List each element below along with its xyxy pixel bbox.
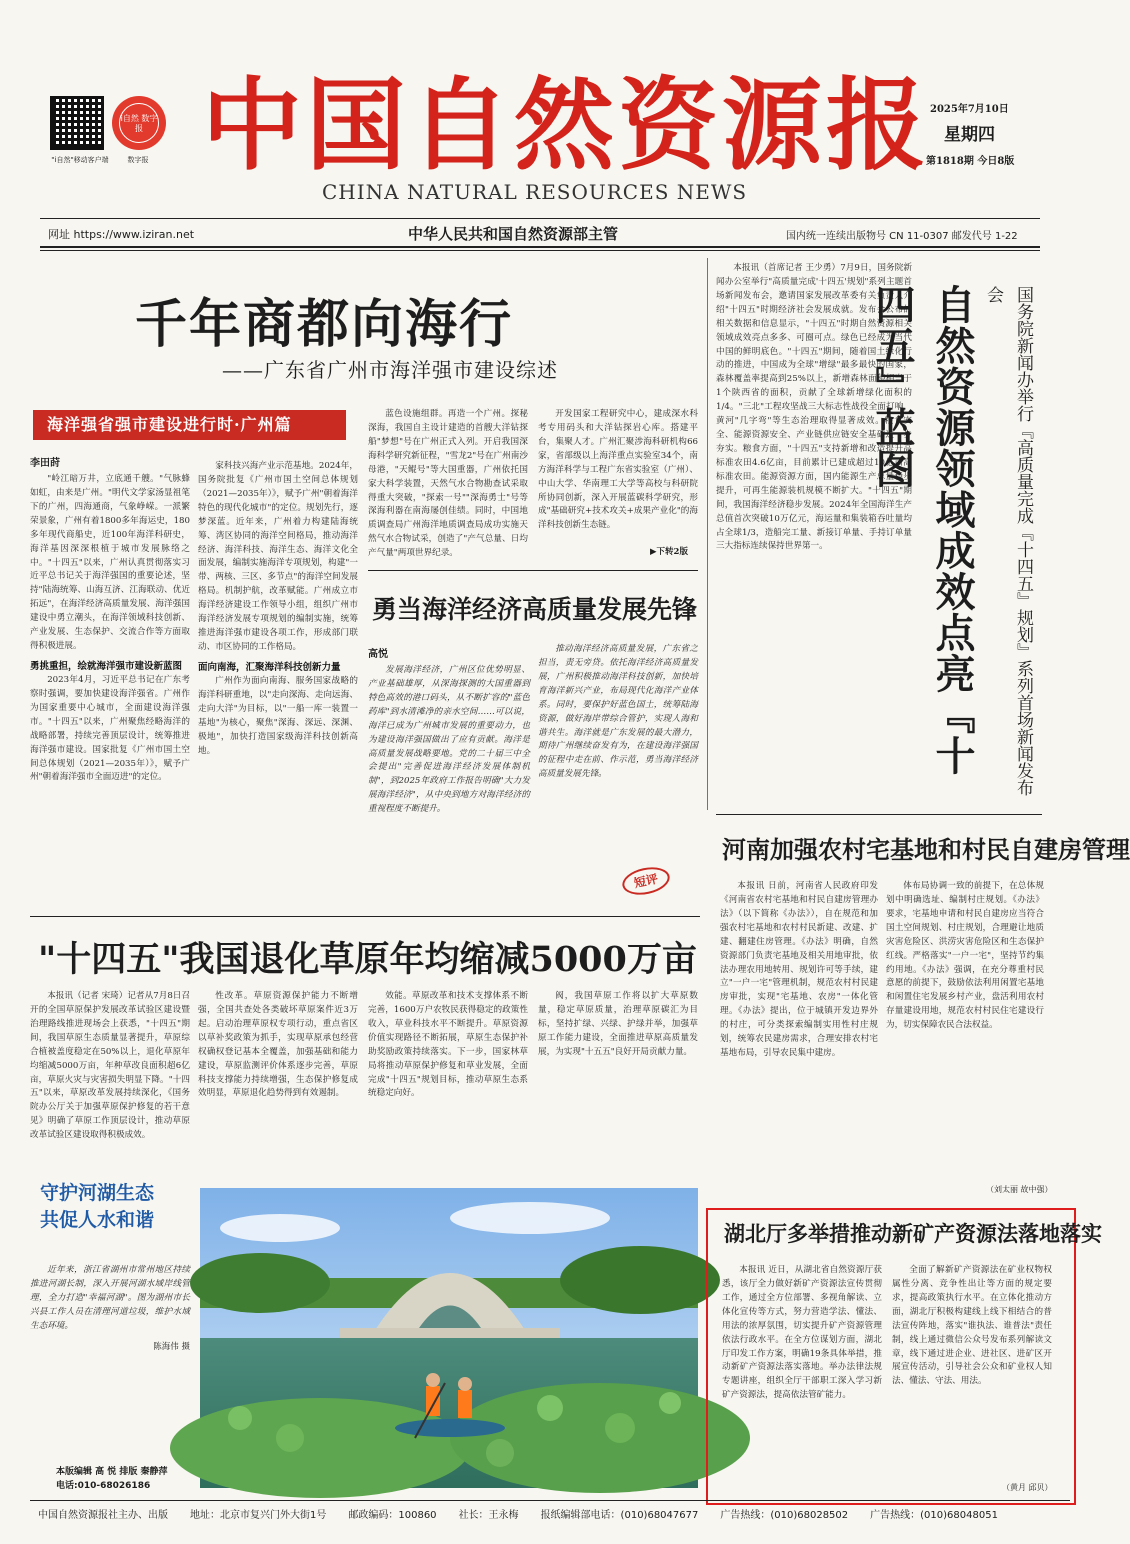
page-editors: 本版编辑 高 悦 排版 秦静萍 [56,1467,168,1477]
commentary-column-2: 推动海洋经济高质量发展，广东省之担当，责无旁贷。依托海洋经济高质量发展，广州积极推动海洋科技创新，加快培育海洋新兴产业，布局现代化海洋产业体系。同时，要保护好蓝色国土，统筹陆海资源，做好海岸带综合管护，实现人海和谐共生。海洋就是广东发展的最大潜力，期待广州继续奋发有为，在建设海洋强国的征程中走在前、作示范，勇当海洋经济高质量发展先锋。 [538,644,698,780]
hubei-signature: （黄月 邱贝） [1002,1483,1053,1492]
footer-president: 社长：王永梅 [458,1510,519,1521]
henan-signature: （刘太丽 故中强） [986,1185,1053,1194]
series-banner: 海洋强省强市建设进行时·广州篇 [33,410,346,440]
issue-number: 第1818期 今日8版 [926,156,1015,167]
photo-caption-title-1: 守护河湖生态 [40,1182,155,1204]
short-comment-stamp: 短评 [620,863,672,898]
sidebar-vertical-headline[interactable]: 自然资源领域成效点亮『十四五』蓝图 [869,284,976,776]
footer-newsroom: 报纸编辑部电话：(010)68047677 [540,1510,699,1521]
issue-weekday: 星期四 [944,125,995,145]
photo-caption-block: 守护河湖生态 共促人水和谐 近年来，浙江省湖州市常州地区持续推进河湖长制，深入开展河湖水域岸线管理，全力打造"幸福河湖"。图为湖州市长兴县工作人员在清理河道垃圾，维护水域生态环境。 陈海伟 摄 [30,1182,190,1352]
lead-column-1: 李田莳 "岭江暗万井，立底通千艘。"气脉蜂如虹，由来是广州。"明代文学家汤显祖笔下的广州，四海通商，气象峥嵘。一派繁荣景象，广州有着1800多年海运史，180多年现代商船史，近100年海洋科研史，海洋基因深深根植于城市发展脉络之中。"十四五"以来，广州认真贯彻落实习近平总书记关于海洋强国的重要论述，坚持"陆海统筹、山海互济、江海联动、优近拓远"，在海洋经济高质量发展、海洋强国建设中勇立潮头，在海洋领域科技创新、产业发展、生态保护、交流合作等方面取得积极进展。 勇挑重担，绘就海洋强市建设新蓝图 2023年4月，习近平总书记在广东考察时强调，要加快建设海洋强省。广州作为国家重要中心城市，全面建设海洋强市。"十四五"以来，广州聚焦经略海洋的战略部署，持续完善顶层设计，统筹推进海洋强市建设。国家批复《广州市国土空间总体规划（2021—2035年）》，赋予广州"朝着海洋强市全面迈进"的定位。 [30,452,190,907]
footer-publisher: 中国自然资源报社主办、出版 [38,1510,168,1521]
sponsor-line: 中华人民共和国自然资源部主管 [408,225,619,243]
lead-column-4: 开发国家工程研究中心，建成深水科考专用码头和大洋钻探岩心库。搭建平台，集聚人才。广州汇聚涉海科研机构66家，省部级以上海洋重点实验室34个，南方海洋科学与工程广东省实验室（广州）、中山大学、华南理工大学等高校与科研院所协同创新，深入开展蓝碳科学研究，形成"基础研究+技术攻关+成果产业化"的海洋科技创新生态链。 [538,409,698,531]
lead-subheadline: ——广东省广州市海洋强市建设综述 [222,358,558,382]
lead-subhead-1: 勇挑重担，绘就海洋强市建设新蓝图 [30,660,183,672]
continue-marker[interactable]: ▶下转2版 [650,547,688,557]
hubei-column-2: 全面了解新矿产资源法在矿业权物权属性分离、竞争性出让等方面的规定要求，提高政策执行水平。在立体化推动方面，湖北厅积极构建线上线下相结合的普法宣传阵地，落实"谁执法、谁普法"责任制，线上通过微信公众号发布系列解读文章，线下通过进企业、进社区、进矿区开展宣传活动，引导社会公众和矿业权人知法、懂法、守法、用法。 [892,1265,1052,1387]
masthead-english: CHINA NATURAL RESOURCES NEWS [322,180,748,204]
footer-postcode: 邮政编码：100860 [348,1510,437,1521]
page-phone: 电话:010-68026186 [56,1481,151,1491]
footer-address: 地址：北京市复兴门外大街1号 [190,1510,327,1521]
lead-column-3: 蓝色设施组群。再造一个广州。探秘深海，我国自主设计建造的首艘大洋钻探船"梦想"号在广州正式入列。开启我国深海科学研究新征程，"雪龙2"号在广州南沙母港，"天鲲号"等大国重器，广州依托国家大科学装置，天然气水合物勘查试采取得重大突破，"探索一号""深海勇士"号等深海利器在南海屡创佳绩。同时，中国地质调查局广州海洋地质调查局成功实施天然气水合物试采，创造了"产气总量、日均产气量"两项世界纪录。 [368,409,528,559]
qr-left-label: "i自然"移动客户端 [51,156,109,164]
digital-edition-stamp-icon[interactable]: i自然 数字报 [112,96,166,150]
app-qr-code[interactable] [50,96,104,150]
serial-number: 国内统一连续出版物号 CN 11-0307 邮发代号 1-22 [786,231,1018,242]
grassland-column-4: 阀，我国草原工作将以扩大草原数量，稳定草原质量，治理草原碳汇为目标，坚持扩绿、兴绿、护绿并举，加强草原工作能力建设，全面推进草原高质量发展，为实现"十五五"良好开局贡献力量。 [538,991,698,1057]
footer-ad: 广告热线：(010)68048051 [870,1510,998,1521]
masthead-title: 中国自然资源报 [202,66,930,184]
lead-column-2: 家科技兴海产业示范基地。2024年，国务院批复《广州市国土空间总体规划（2021—2035年）》，赋予广州"朝着海洋特色的现代化城市"的定位。规划先行，逐梦深蓝。近年来，广州着力构建陆海统筹、湾区协同的海洋空间格局，推动海洋经济、海洋科技、海洋生态、海洋文化全面发展，编制实施海洋专项规划，构建"一带、两核、三区、多节点"的海洋空间发展格局。机制护航，改革赋能。广州成立市海洋经济建设工作领导小组，组织广州市海洋经济发展专项规划的编制实施，统筹推进海洋强市建设各项工作，形成部门联动、市区协同的工作格局。 面向南海，汇聚海洋科技创新力量 广州作为面向南海、服务国家战略的海洋科研重地，以"走向深海、走向远海、走向大洋"为目标，以"一船一库一装置一基地"为核心，聚焦"深海、深远、深渊、极地"，加快打造国家级海洋科技创新高地。 [198,461,358,756]
photo-credit: 陈海伟 摄 [153,1341,190,1352]
lead-subhead-2: 面向南海，汇聚海洋科技创新力量 [198,661,341,673]
lead-author: 李田莳 [30,458,60,469]
grassland-column-3: 效能。草原改革和技术支撑体系不断完善，1600万户农牧民获得稳定的政策性收入，草业科技水平不断提升。草原资源价值实现路径不断拓展，草原生态保护补助奖励政策持续落实。下一步，国家林草局将推动草原保护修复和草业发展，全面完成"十四五"规划目标，推动草原生态系统稳定向好。 [368,991,528,1099]
henan-column-2: 体布局协调一致的前提下，在总体规划中明确选址、编制村庄规划。《办法》要求，宅基地申请和村民自建房应当符合国土空间规划、村庄规划，合理避让地质灾害危险区、洪涝灾害危险区和生态保护红线。严格落实"一户一宅"，坚持节约集约用地。《办法》强调，在充分尊重村民意愿的前提下，鼓励依法利用闲置宅基地和闲置住宅发展乡村产业，盘活利用农村存量建设用地，规范农村村民住宅建设行为，切实保障农民合法权益。 [886,881,1044,1031]
grassland-column-2: 性改革。草原资源保护能力不断增强，全国共查处各类破坏草原案件近3万起。启动治理草原权专项行动，重点省区以草补奖政策为抓手，实现草原承包经营权确权登记基本全覆盖，加强基础和能力建设，草原监测评价体系逐步完善，草原科技支撑能力持续增强，生态保护修复成效明显，草原退化趋势得到有效遏制。 [198,991,358,1099]
henan-column-1: 本报讯 日前，河南省人民政府印发《河南省农村宅基地和村民自建房管理办法》（以下简称《办法》），自在规范和加强农村宅基地和农村村民新建、改建、扩建、翻建住房管理。《办法》明确，自然资源部门负责宅基地及相关用地审批，依法办理农用地转用、规划许可等手续，建立"一户一宅"管理机制，规范农村村民建房审批，实现"宅基地、农房"一体化管理。《办法》提出，位于城镇开发边界外的村庄，可分类探索编制实用性村庄规划，统筹农民建房需求，合理安排农村宅基地布局，引导农民集中建房。 [720,881,878,1059]
website-link[interactable]: 网址 https://www.iziran.net [48,228,195,241]
river-bridge-photo[interactable] [200,1188,698,1488]
sidebar-vertical-subhead: 国务院新闻办举行『高质量完成『十四五』规划』系列首场新闻发布会 [983,286,1033,796]
qr-right-label: 数字报 [127,156,149,164]
henan-headline[interactable]: 河南加强农村宅基地和村民自建房管理 [722,835,1130,864]
commentary-headline[interactable]: 勇当海洋经济高质量发展先锋 [372,595,698,624]
hubei-headline[interactable]: 湖北厅多举措推动新矿产资源法落地落实 [724,1221,1102,1246]
issue-date: 2025年7月10日 [930,104,1009,115]
footer-subscription: 广告热线：(010)68028502 [720,1510,849,1521]
sidebar-story-text: 本报讯（首席记者 王少勇）7月9日，国务院新闻办公室举行"高质量完成'十四五'规划"系列主题首场新闻发布会，邀请国家发展改革委有关负责人介绍"十四五"时期经济社会发展成就。发布会公布的相关数据和信息显示，"十四五"时期自然资源相关领域成效亮点多多、可圈可点。绿色已经成为当代中国的鲜明底色。"十四五"期间，随着国土绿化行动的推进，中国成为全球"增绿"最多最快的国家，森林覆盖率提高到25%以上，新增森林面积相当于1个陕西省的面积，贡献了全球新增绿化面积的1/4。"三北"工程攻坚战三大标志性战役全面打响，黄河"几字弯"等生态治理取得显著成效。粮食安全、能源资源安全、产业链供应链安全基础进一步夯实。粮食方面，"十四五"支持新增和改造提升高标准农田4.6亿亩，目前累计已建成超过10亿亩高标准农田。能源资源方面，国内能源生产总量稳步提升，可再生能源装机规模不断扩大。"十四五"期间，我国海洋经济稳步发展。2024年全国海洋生产总值首次突破10万亿元，海运量和集装箱吞吐量均占全球1/3，造船完工量、新接订单量、手持订单量三大指标连续保持世界第一。 [716,263,912,552]
commentary-column-1: 高悦 发展海洋经济，广州区位优势明显、产业基础雄厚，从深海探测的大国重器到特色高效的港口码头，从不断扩容的"蓝色药库"到水清滩净的亲水空间……可以说，海洋已成为广州城市发展的重要动力，也为建设海洋强国做出了应有贡献。海洋是高质量发展战略要地。党的二十届三中全会提出"完善促进海洋经济发展体制机制"，到2025年政府工作报告明确"大力发展海洋经济"，从中央到地方对海洋经济的重视程度不断提升。 [368,643,530,908]
lead-headline[interactable]: 千年商都向海行 [135,294,514,355]
grassland-column-1: 本报讯（记者 宋琦）记者从7月8日召开的全国草原保护发展改革试验区建设暨治理路线推进现场会上获悉，"十四五"期间，我国草原生态质量显著提升，草原综合植被盖度稳定在50%以上，退化草原年均缩减5000万亩，年种草改良面积超6亿亩，草原火灾与灾害损失明显下降。"十四五"以来，草原改革发展持续深化，《国务院办公厅关于加强草原保护修复的若干意见》明确了草原工作顶层设计，推动草原改革试验区建设取得积极成效。 [30,991,190,1141]
photo-caption-title-2: 共促人水和谐 [40,1209,155,1231]
footer-bar [38,1506,1078,1521]
commentary-author: 高悦 [368,649,388,660]
hubei-column-1: 本报讯 近日，从湖北省自然资源厅获悉，该厅全力做好新矿产资源法宣传贯彻工作，通过全方位部署、多视角解读、立体化宣传等方式，努力营造学法、懂法、用法的浓厚氛围，切实提升矿产资源管理依法行政水平。在全方位谋划方面，湖北厅印发工作方案，明确19条具体举措，推动新矿产资源法落实落地。举办法律法规专题讲座，组织全厅干部职工深入学习新矿产资源法，提高依法管矿能力。 [722,1265,882,1401]
grassland-headline[interactable]: "十四五"我国退化草原年均缩减5000万亩 [38,939,697,980]
